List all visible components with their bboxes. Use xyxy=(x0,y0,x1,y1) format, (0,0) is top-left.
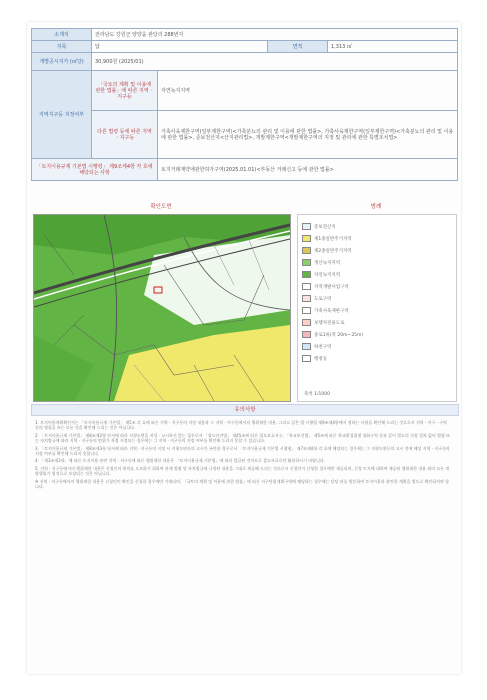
other-law-label: 다른 법령 등에 따른 지역ㆍ지구등 xyxy=(92,111,158,159)
legend-item: 제1종일반주거지역 xyxy=(302,235,352,241)
legend-item: 생산녹지지역 xyxy=(302,259,340,265)
note-paragraph: ※ 지역ㆍ지구등에서의 행위제한 내용은 신청인이 확인을 신청한 경우에만 기재되며, 「국토의 계획 및 이용에 관한 법률」에 따른 지구단위계획구역에 해당하는 경우에는 담당 과를 방문하여 토지이용과 관련한 계획을 별도로 확인하셔야 합니다. xyxy=(35,478,450,490)
category-label: 지목 xyxy=(32,41,92,53)
note-paragraph: 3. 「토지이용규제 기본법」 제8조제3항 단서에 따라 지역ㆍ지구등의 지정 시 지형도면등의 고시가 곤란한 경우로서 「토지이용규제 기본법 시행령」 제7조제4항 각 호에 해당되는 경우에는 그 지형도면등의 고시 전에 해당 지역ㆍ지구등의 지정 여부를 확인해 드리지 못합니다. xyxy=(35,445,450,457)
zoning-label: 지역지구등 지정여부 xyxy=(32,71,92,159)
legend-item: 중로1류(폭 20m~25m) xyxy=(302,331,363,337)
note-paragraph: 5. 지역ㆍ지구등에서의 행위제한 내용은 신청인의 편의를 도모하기 위하여 관계 법령 및 자치법규에 규정된 내용을 그대로 제공해 드리는 것으로서 신청인이 신청한 경우에만 제공되며, 신청 토지에 대하여 제공된 행위제한 내용 외의 모든 개발행위가 법적으로 보장되는 것은 아닙니다. xyxy=(35,465,450,477)
nlpua-label: 「국토의 계획 및 이용에 관한 법률」에 따른 지역ㆍ지구등 xyxy=(92,71,158,111)
enforcement-value: 토지거래계약에관한허가구역(2025.01.01)<부동산 거래신고 등에 관한 법률> xyxy=(158,159,458,181)
location-label: 소재지 xyxy=(32,29,92,41)
legend-item: 도로구역 xyxy=(302,295,331,301)
legend-swatch xyxy=(302,319,311,326)
legend-swatch xyxy=(302,235,311,242)
price-value: 30,900원 (2025/01) xyxy=(92,53,458,71)
legend-section-title: 범례 xyxy=(370,204,382,210)
price-label: 개별공시지가 (㎡당) xyxy=(32,53,92,71)
enforcement-label: 「토지이용규제 기본법 시행령」 제9조제4항 각 호에 해당되는 사항 xyxy=(32,159,158,181)
legend-item: 가축사육제한구역 xyxy=(302,307,349,313)
location-value: 전라남도 강원군 양양읍 관당리 288번지 xyxy=(92,29,458,41)
note-paragraph: 4. 「제3조제2항」에 따른 토지이용 관련 지역ㆍ지구등에 따른 행위제한 내용은 「토지이용규제 기본법」에 따라 발급된 것이므로 참고자료로만 활용하시기 바랍니다. xyxy=(35,458,325,464)
note-paragraph: 2. 「토지이용규제 기본법」 제8조제2항 단서에 따라 지형도면을 작성ㆍ고시하지 않는 경우로서 「철도안전법」 제45조에 따른 철도보호지구, 「학교보건법」 제5조에 따른 학교환경위생 정화구역 등과 같이 별도의 지정 절차 없이 법령 또는 자치법규에 따라 지역ㆍ지구등의 범위가 직접 지정되는 경우에는 그 지역ㆍ지구등의 지정 여부를 확인해 드리지 못할 수 있습니다. xyxy=(35,432,450,444)
notes-title: 유의사항 xyxy=(31,404,459,416)
notes-body xyxy=(35,420,451,491)
map-scale: 축척 1/1000 xyxy=(304,392,330,397)
category-value: 답 xyxy=(92,41,268,53)
note-paragraph: 1. 토지이용계획확인서는 「토지이용규제 기본법」 제5조 각 호에 따른 지역ㆍ지구등의 지정 내용과 그 지역ㆍ지구등에서의 행위제한 내용, 그리고 같은 법 시행령 제9조제4항에서 정하는 사항을 확인해 드리는 것으로서 지역ㆍ지구ㆍ구역 등의 명칭을 쓰는 모든 것을 확인해 드리는 것은 아닙니다. xyxy=(35,420,447,431)
zoning-map xyxy=(33,214,291,402)
zoning-map-graphic xyxy=(34,215,290,401)
legend-item: 제2종일반주거지역 xyxy=(302,247,352,253)
legend-swatch xyxy=(302,331,311,338)
document-page xyxy=(27,22,461,674)
legend-swatch xyxy=(302,223,311,230)
nlpua-value: 자연녹지지역 xyxy=(158,71,458,111)
legend-swatch xyxy=(302,259,311,266)
legend-swatch xyxy=(302,355,311,362)
map-section-title: 확인도면 xyxy=(150,204,172,210)
legend-item: 지역개발사업구역 xyxy=(302,283,349,289)
legend-swatch xyxy=(302,343,311,350)
legend-item: 행정동 xyxy=(302,355,327,361)
legend-swatch xyxy=(302,307,311,314)
area-value: 1,313 ㎡ xyxy=(328,41,458,53)
legend-item: 보행자전용도로 xyxy=(302,319,344,325)
area-label: 면적 xyxy=(268,41,328,53)
land-use-table xyxy=(31,28,458,181)
legend-swatch xyxy=(302,271,311,278)
other-law-value: 가축사육제한구역(일부제한구역)<가축분뇨의 관리 및 이용에 관한 법률>, 가축사육제한구역(일부제한구역)<가축분뇨의 관리 및 이용에 관한 법률>, 준보전산지<산지관리법>, 개발제한구역<개발제한구역의 지정 및 관리에 관한 특별조치법> xyxy=(158,111,458,159)
legend-swatch xyxy=(302,295,311,302)
legend-item: 준보전산지 xyxy=(302,223,336,229)
legend-item: 자연녹지지역 xyxy=(302,271,340,277)
map-legend xyxy=(297,214,457,402)
legend-swatch xyxy=(302,283,311,290)
legend-item: 하천구역 xyxy=(302,343,331,349)
legend-swatch xyxy=(302,247,311,254)
